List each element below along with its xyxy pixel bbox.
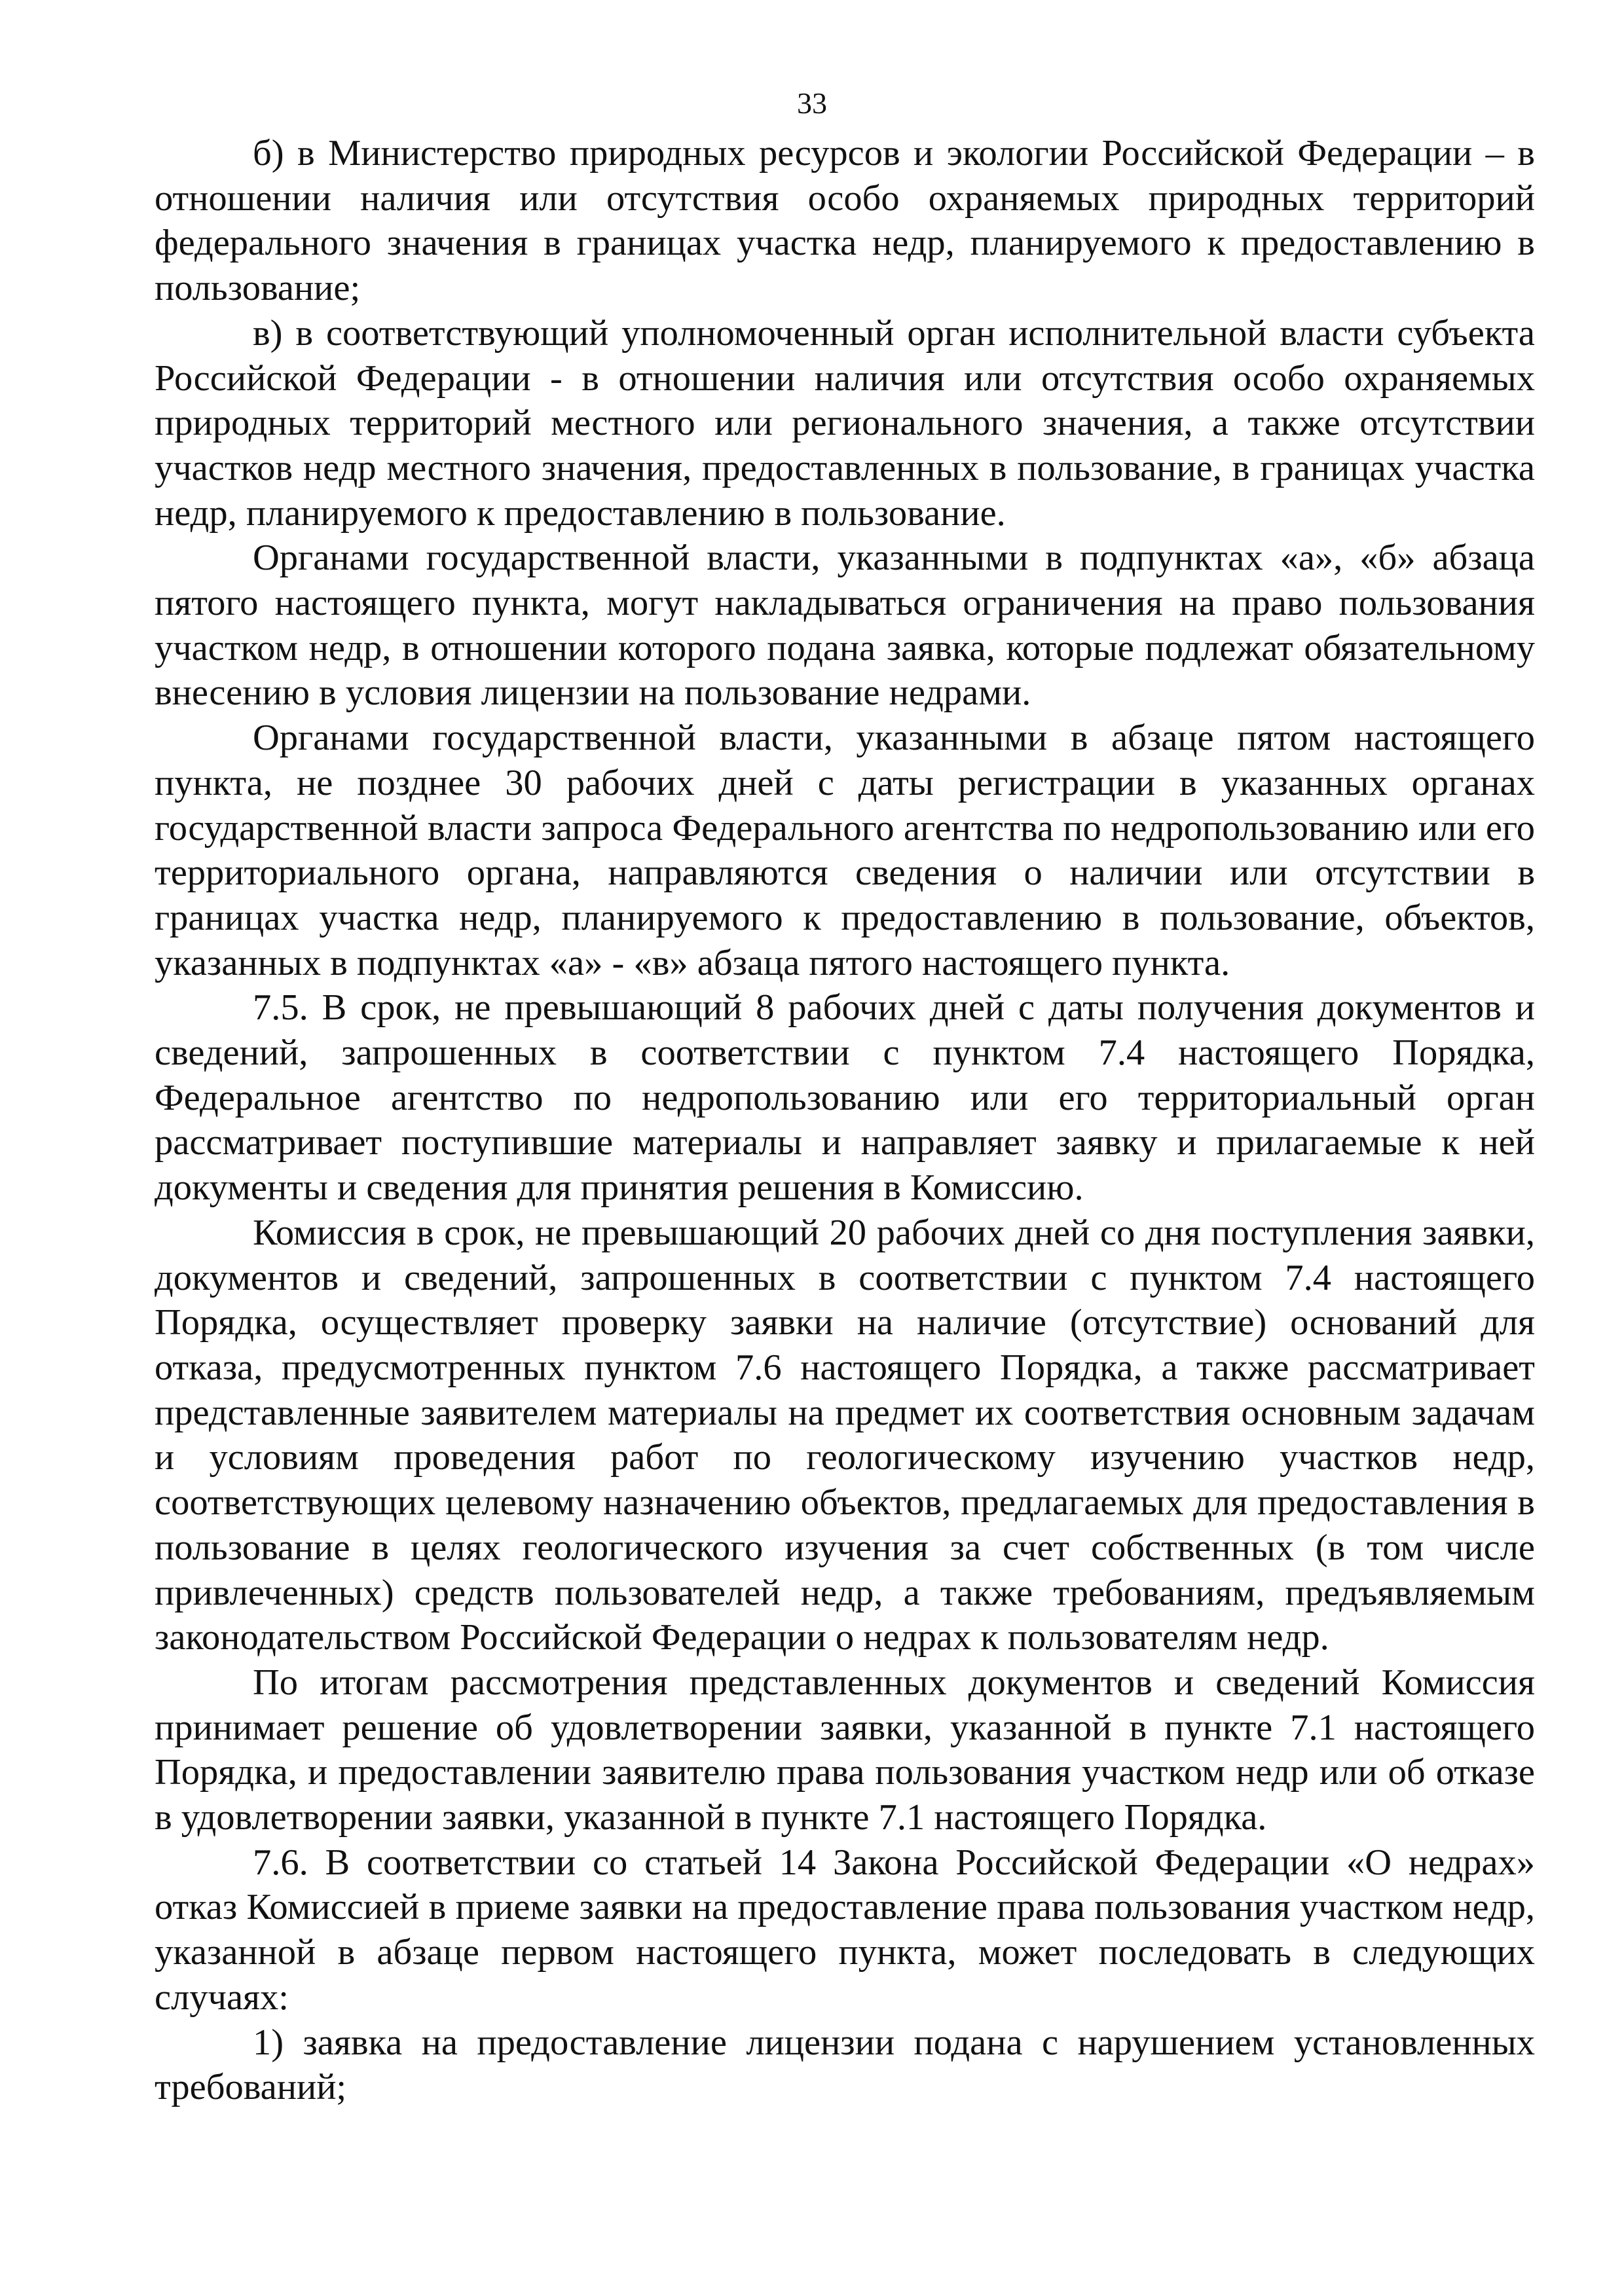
paragraph-information-deadline: Органами государственной власти, указанными в абзаце пятом настоящего пункта, не позднее 30 рабочих дней с даты регистрации в указанных органах государственной власти запроса Федерального агентства по недропользованию или его территориального органа, направляются сведения о наличии или отсутствии в границах участка недр, планируемого к предоставлению в пользование, объектов, указанных в подпунктах «а» - «в» абзаца пятого настоящего пункта. [155, 718, 1535, 983]
paragraph-commission-decision: По итогам рассмотрения представленных документов и сведений Комиссия принимает решение об удовлетворении заявки, указанной в пункте 7.1 настоящего Порядка, и предоставлении заявителю права пользования участком недр или об отказе в удовлетворении заявки, указанной в пункте 7.1 настоящего Порядка. [155, 1662, 1535, 1838]
paragraph-subitem-v: в) в соответствующий уполномоченный орган исполнительной власти субъекта Российской Федерации - в отношении наличия или отсутствия особо охраняемых природных территорий местного или регионального значения, а также отсутствии участков недр местного значения, предоставленных в пользование, в границах участка недр, планируемого к предоставлению в пользование. [155, 312, 1535, 534]
page-number: 33 [797, 86, 827, 120]
paragraph-commission-review: Комиссия в срок, не превышающий 20 рабочих дней со дня поступления заявки, документов и сведений, запрошенных в соответствии с пунктом 7.4 настоящего Порядка, осуществляет проверку заявки на наличие (отсутствие) оснований для отказа, предусмотренных пунктом 7.6 настоящего Порядка, а также рассматривает представленные заявителем материалы на предмет их соответствия основным задачам и условиям проведения работ по геологическому изучению участков недр, соответствующих целевому назначению объектов, предлагаемых для предоставления в пользование в целях геологического изучения за счет собственных (в том числе привлеченных) средств пользователей недр, а также требованиям, предъявляемым законодательством Российской Федерации о недрах к пользователям недр. [155, 1212, 1535, 1658]
paragraph-clause-7-6: 7.6. В соответствии со статьей 14 Закона Российской Федерации «О недрах» отказ Комиссией в приеме заявки на предоставление права пользования участком недр, указанной в абзаце первом настоящего пункта, может последовать в следующих случаях: [155, 1842, 1535, 2018]
document-body [155, 131, 1535, 2110]
paragraph-clause-7-5: 7.5. В срок, не превышающий 8 рабочих дней с даты получения документов и сведений, запрошенных в соответствии с пунктом 7.4 настоящего Порядка, Федеральное агентство по недропользованию или его территориальный орган рассматривает поступившие материалы и направляет заявку и прилагаемые к ней документы и сведения для принятия решения в Комиссию. [155, 987, 1535, 1209]
paragraph-subitem-b: б) в Министерство природных ресурсов и экологии Российской Федерации – в отношении наличия или отсутствия особо охраняемых природных территорий федерального значения в границах участка недр, планируемого к предоставлению в пользование; [155, 133, 1535, 309]
paragraph-restrictions: Органами государственной власти, указанными в подпунктах «а», «б» абзаца пятого настоящего пункта, могут накладываться ограничения на право пользования участком недр, в отношении которого подана заявка, которые подлежат обязательному внесению в условия лицензии на пользование недрами. [155, 538, 1535, 714]
paragraph-refusal-case-1: 1) заявка на предоставление лицензии подана с нарушением установленных требований; [155, 2022, 1535, 2108]
